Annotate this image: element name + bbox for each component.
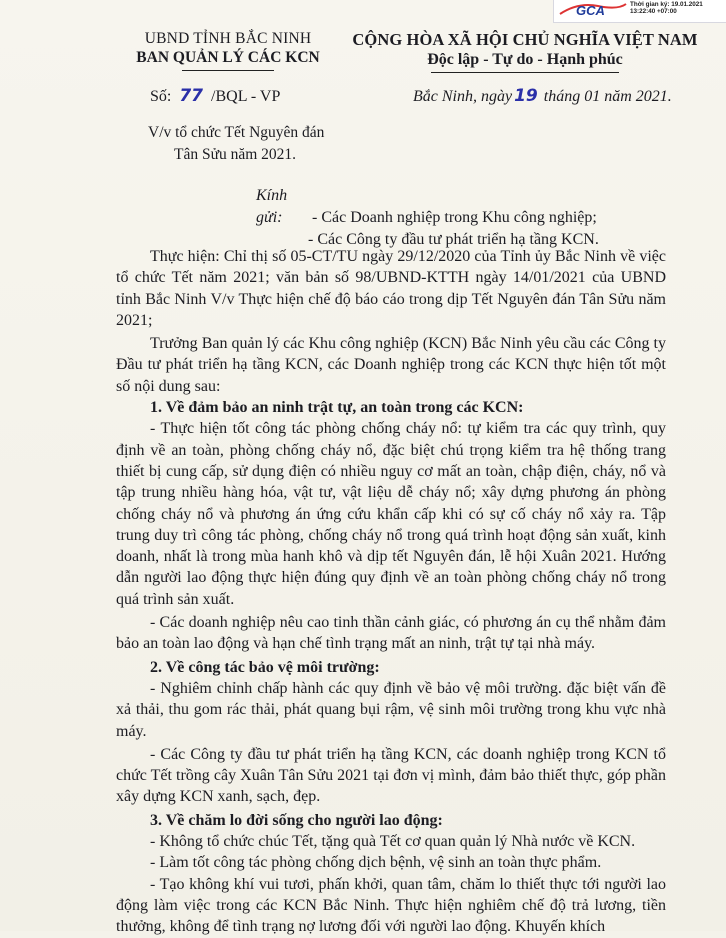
body-paragraph: - Nghiêm chỉnh chấp hành các quy định về bảo vệ môi trường. đặc biệt vấn đề xả thải, thu gom rác thải, phát quang bụi rậm, vệ sinh môi trường trong khu vực nhà máy.	[116, 679, 666, 740]
national-header	[340, 30, 710, 73]
issuer-header	[118, 30, 338, 71]
signature-time-value: 13:22:40 +07:00	[630, 8, 677, 15]
body-paragraph: - Các doanh nghiệp nêu cao tinh thần cảnh giác, có phương án cụ thể nhằm đảm bảo an toàn lao động và hạn chế tình trạng mất an ninh, trật tự tại nhà máy.	[116, 614, 666, 653]
doc-number-prefix: Số:	[150, 88, 172, 105]
date-suffix: tháng 01 năm 2021.	[543, 88, 672, 105]
digital-signature-stamp	[553, 0, 726, 23]
national-motto: Độc lập - Tự do - Hạnh phúc	[427, 51, 623, 68]
recipients	[256, 185, 599, 251]
doc-number-suffix: /BQL - VP	[211, 88, 281, 105]
document-number	[150, 86, 280, 106]
motto-underline	[431, 72, 619, 73]
body-paragraph: - Làm tốt công tác phòng chống dịch bệnh, vệ sinh an toàn thực phẩm.	[150, 854, 602, 872]
recipients-label: Kính gửi:	[256, 187, 288, 226]
body-paragraph: - Tạo không khí vui tươi, phấn khởi, quan tâm, chăm lo thiết thực tới người lao động làm việc trong các KCN Bắc Ninh. Thực hiện nghiêm chế độ trả lương, tiền thưởng, không để tình trạng nợ lương đối với người lao động. Khuyến khích	[116, 875, 666, 936]
recipient-2: - Các Công ty đầu tư phát triển hạ tầng KCN.	[308, 231, 599, 248]
subject-line-1: V/v tổ chức Tết Nguyên đán	[148, 124, 325, 141]
body-paragraph: - Thực hiện tốt công tác phòng chống cháy nổ: tự kiểm tra các quy trình, quy định về an toàn, phòng chống cháy nổ, đặc biệt chú trọng kiểm tra hệ thống trang thiết bị cung cấp, sử dụng điện có nhiều nguy cơ mất an toàn, chập điện, cháy, nổ và tập trung nhiều hàng hóa, vật tư, vật liệu dễ cháy nổ; xây dựng phương án phòng chống cháy nổ và phương án ứng cứu khẩn cấp khi có sự cố cháy nổ xảy ra. Tập trung duy trì công tác phòng, chống cháy nổ trong quá trình hoạt động sản xuất, kinh doanh, nhất là trong mùa hanh khô và dịp tết Nguyên đán, lễ hội Xuân 2021. Hướng dẫn người lao động thực hiện đúng quy định về an toàn phòng chống cháy nổ trong quá trình sản xuất.	[116, 420, 666, 608]
body-paragraph: - Các Công ty đầu tư phát triển hạ tầng KCN, các doanh nghiệp trong KCN tổ chức Tết trồng cây Xuân Tân Sửu 2021 tại đơn vị mình, đảm bảo thiết thực, góp phần xây dựng KCN xanh, sạch, đẹp.	[116, 745, 666, 806]
section-heading-3: 3. Về chăm lo đời sống cho người lao động:	[150, 811, 443, 829]
recipient-1: - Các Doanh nghiệp trong Khu công nghiệp;	[312, 209, 597, 226]
date-day-handwritten: 19	[514, 86, 538, 106]
nation-title: CỘNG HÒA XÃ HỘI CHỦ NGHĨA VIỆT NAM	[352, 30, 698, 49]
signature-time-label: Thời gian ký: 19.01.2021	[630, 1, 703, 8]
section-heading-1: 1. Về đảm bảo an ninh trật tự, an toàn trong các KCN:	[150, 399, 524, 417]
doc-number-handwritten: 77	[179, 86, 204, 106]
body-paragraph: Trưởng Ban quản lý các Khu công nghiệp (KCN) Bắc Ninh yêu cầu các Công ty Đầu tư phát triển hạ tầng KCN, các Doanh nghiệp trong các KCN thực hiện tốt một số nội dung sau:	[116, 335, 666, 395]
document-subject	[148, 122, 324, 166]
subject-line-2: Tân Sửu năm 2021.	[174, 146, 297, 163]
document-body	[116, 246, 666, 938]
date-prefix: Bắc Ninh, ngày	[413, 88, 513, 105]
section-heading-2: 2. Về công tác bảo vệ môi trường:	[150, 658, 380, 676]
issuer-parent: UBND TỈNH BẮC NINH	[144, 30, 312, 47]
body-paragraph: - Không tổ chức chúc Tết, tặng quà Tết cơ quan quản lý Nhà nước về KCN.	[150, 833, 636, 851]
body-paragraph: Thực hiện: Chỉ thị số 05-CT/TU ngày 29/12/2020 của Tỉnh ủy Bắc Ninh về việc tổ chức Tết năm 2021; văn bản số 98/UBND-KTTH ngày 14/01/2021 của UBND tỉnh Bắc Ninh V/v Thực hiện chế độ báo cáo trong dịp Tết Nguyên đán Tân Sửu năm 2021;	[116, 248, 666, 329]
svg-text:GCA: GCA	[576, 3, 605, 18]
signature-logo-icon	[558, 0, 628, 20]
issuer-name: BAN QUẢN LÝ CÁC KCN	[136, 49, 320, 66]
document-date	[413, 86, 672, 106]
issuer-underline	[182, 70, 274, 71]
